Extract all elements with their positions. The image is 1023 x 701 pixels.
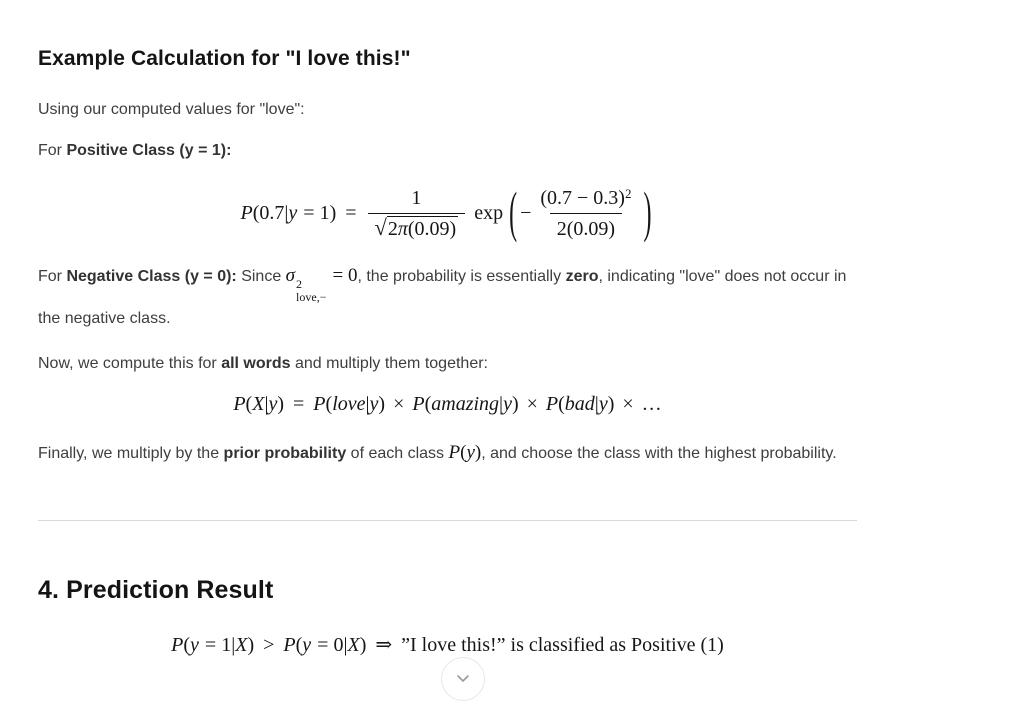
math-token: =: [293, 393, 305, 416]
math-token: (: [183, 634, 191, 657]
product-formula: [38, 389, 857, 419]
math-token: P: [545, 393, 559, 416]
math-token: (0.7 − 0.3): [540, 186, 625, 209]
math-token: P: [448, 442, 461, 464]
math-token: ): [474, 442, 482, 464]
math-token: ): [511, 393, 519, 416]
positive-class-paragraph: [38, 135, 857, 166]
sigma-superscript: 2: [296, 277, 303, 291]
positive-prefix: For: [38, 142, 67, 159]
math-token: ⇒: [375, 634, 393, 657]
math-token: ): [359, 634, 367, 657]
math-token: −: [520, 201, 532, 224]
prediction-formula: [38, 630, 857, 660]
prediction-result-heading: 4. Prediction Result: [38, 576, 274, 605]
math-token: amazing: [431, 393, 500, 416]
math-token: bad: [564, 393, 595, 416]
math-token: |: [264, 393, 269, 416]
math-token: X: [252, 393, 265, 416]
big-paren-open: (: [509, 183, 518, 245]
math-token: =: [345, 201, 357, 224]
math-token: ×: [622, 393, 634, 416]
negative-after-math: , the probability is essentially: [357, 268, 566, 285]
negative-tail: , indicating "love" does not occur in the negative class.: [38, 268, 847, 328]
negative-prefix: For: [38, 268, 67, 285]
finally-paragraph: [38, 437, 857, 469]
math-token: ): [378, 393, 386, 416]
math-token: y: [288, 201, 298, 224]
fraction: [368, 187, 466, 242]
radical-sign: √: [374, 214, 387, 240]
math-token: y: [268, 393, 278, 416]
finally-mid: of each class: [346, 445, 449, 463]
sigma-variance-inline-math: [285, 265, 358, 304]
prior-probability-emphasis: prior probability: [223, 445, 347, 463]
negative-class-paragraph: [38, 260, 857, 334]
math-token: (0.7|: [252, 201, 289, 224]
math-token: …: [641, 393, 662, 416]
math-token: (: [245, 393, 253, 416]
sigma-supsub: [296, 278, 326, 303]
math-token: P: [233, 393, 246, 416]
math-token: (: [325, 393, 333, 416]
all-words-paragraph: [38, 348, 857, 379]
all-words-emphasis: all words: [221, 355, 291, 373]
math-token: |: [231, 634, 236, 657]
intro-paragraph: [38, 94, 857, 125]
negative-class-label: Negative Class (y = 0):: [66, 268, 237, 285]
math-token: X: [347, 634, 360, 657]
finally-prefix: Finally, we multiply by the: [38, 445, 224, 463]
math-token: X: [235, 634, 248, 657]
scroll-to-bottom-button[interactable]: [441, 657, 485, 701]
gaussian-likelihood-formula: [38, 174, 857, 254]
math-token: π: [397, 217, 408, 240]
zero-emphasis: zero: [565, 268, 599, 285]
math-token: (0.09): [407, 217, 457, 240]
math-token: exp: [474, 201, 504, 224]
math-token: (: [558, 393, 565, 416]
finally-tail: , and choose the class with the highest probability.: [481, 445, 837, 463]
fraction: [533, 187, 638, 242]
math-token: P: [412, 393, 425, 416]
math-token: |: [343, 634, 348, 657]
math-token: ×: [526, 393, 538, 416]
math-token: y: [503, 393, 512, 416]
math-token: ×: [393, 393, 405, 416]
math-token: y: [466, 442, 475, 464]
math-token: (: [424, 393, 432, 416]
classification-result-text: ”I love this!” is classified as Positive (1): [401, 634, 724, 657]
math-token: (: [295, 634, 303, 657]
math-token: P: [313, 393, 326, 416]
math-token: |: [365, 393, 370, 416]
negative-mid: Since: [236, 268, 286, 285]
math-token: ): [277, 393, 285, 416]
math-token: |: [594, 393, 599, 416]
math-token: = 0: [332, 265, 358, 286]
math-token: 2(0.09): [550, 213, 622, 242]
math-token: = 1): [303, 201, 337, 224]
allwords-prefix: Now, we compute this for: [38, 355, 222, 373]
prior-inline-math: [449, 442, 482, 463]
math-token: 1: [411, 186, 422, 209]
math-token: |: [499, 393, 504, 416]
math-token: = 1: [204, 634, 232, 657]
exponent: 2: [624, 185, 632, 201]
math-token: ): [247, 634, 255, 657]
big-paren-close: ): [643, 183, 652, 245]
math-token: y: [369, 393, 379, 416]
math-token: y: [190, 634, 199, 657]
math-token: P: [283, 634, 296, 657]
math-token: P: [171, 634, 184, 657]
example-calculation-heading: Example Calculation for "I love this!": [38, 47, 411, 70]
section-divider: [38, 520, 857, 521]
math-token: y: [598, 393, 608, 416]
intro-text: Using our computed values for "love":: [38, 101, 305, 118]
sigma-symbol: σ: [285, 265, 296, 286]
sigma-subscript: love,−: [296, 289, 327, 304]
math-token: >: [263, 634, 275, 657]
math-token: 2: [387, 217, 398, 240]
math-token: love: [332, 393, 366, 416]
math-token: y: [302, 634, 312, 657]
math-token: = 0: [317, 634, 344, 657]
allwords-tail: and multiply them together:: [290, 355, 488, 373]
math-token: P: [240, 201, 253, 224]
positive-class-label: Positive Class (y = 1):: [66, 142, 232, 159]
math-token: (: [460, 442, 467, 464]
math-token: ): [607, 393, 615, 416]
